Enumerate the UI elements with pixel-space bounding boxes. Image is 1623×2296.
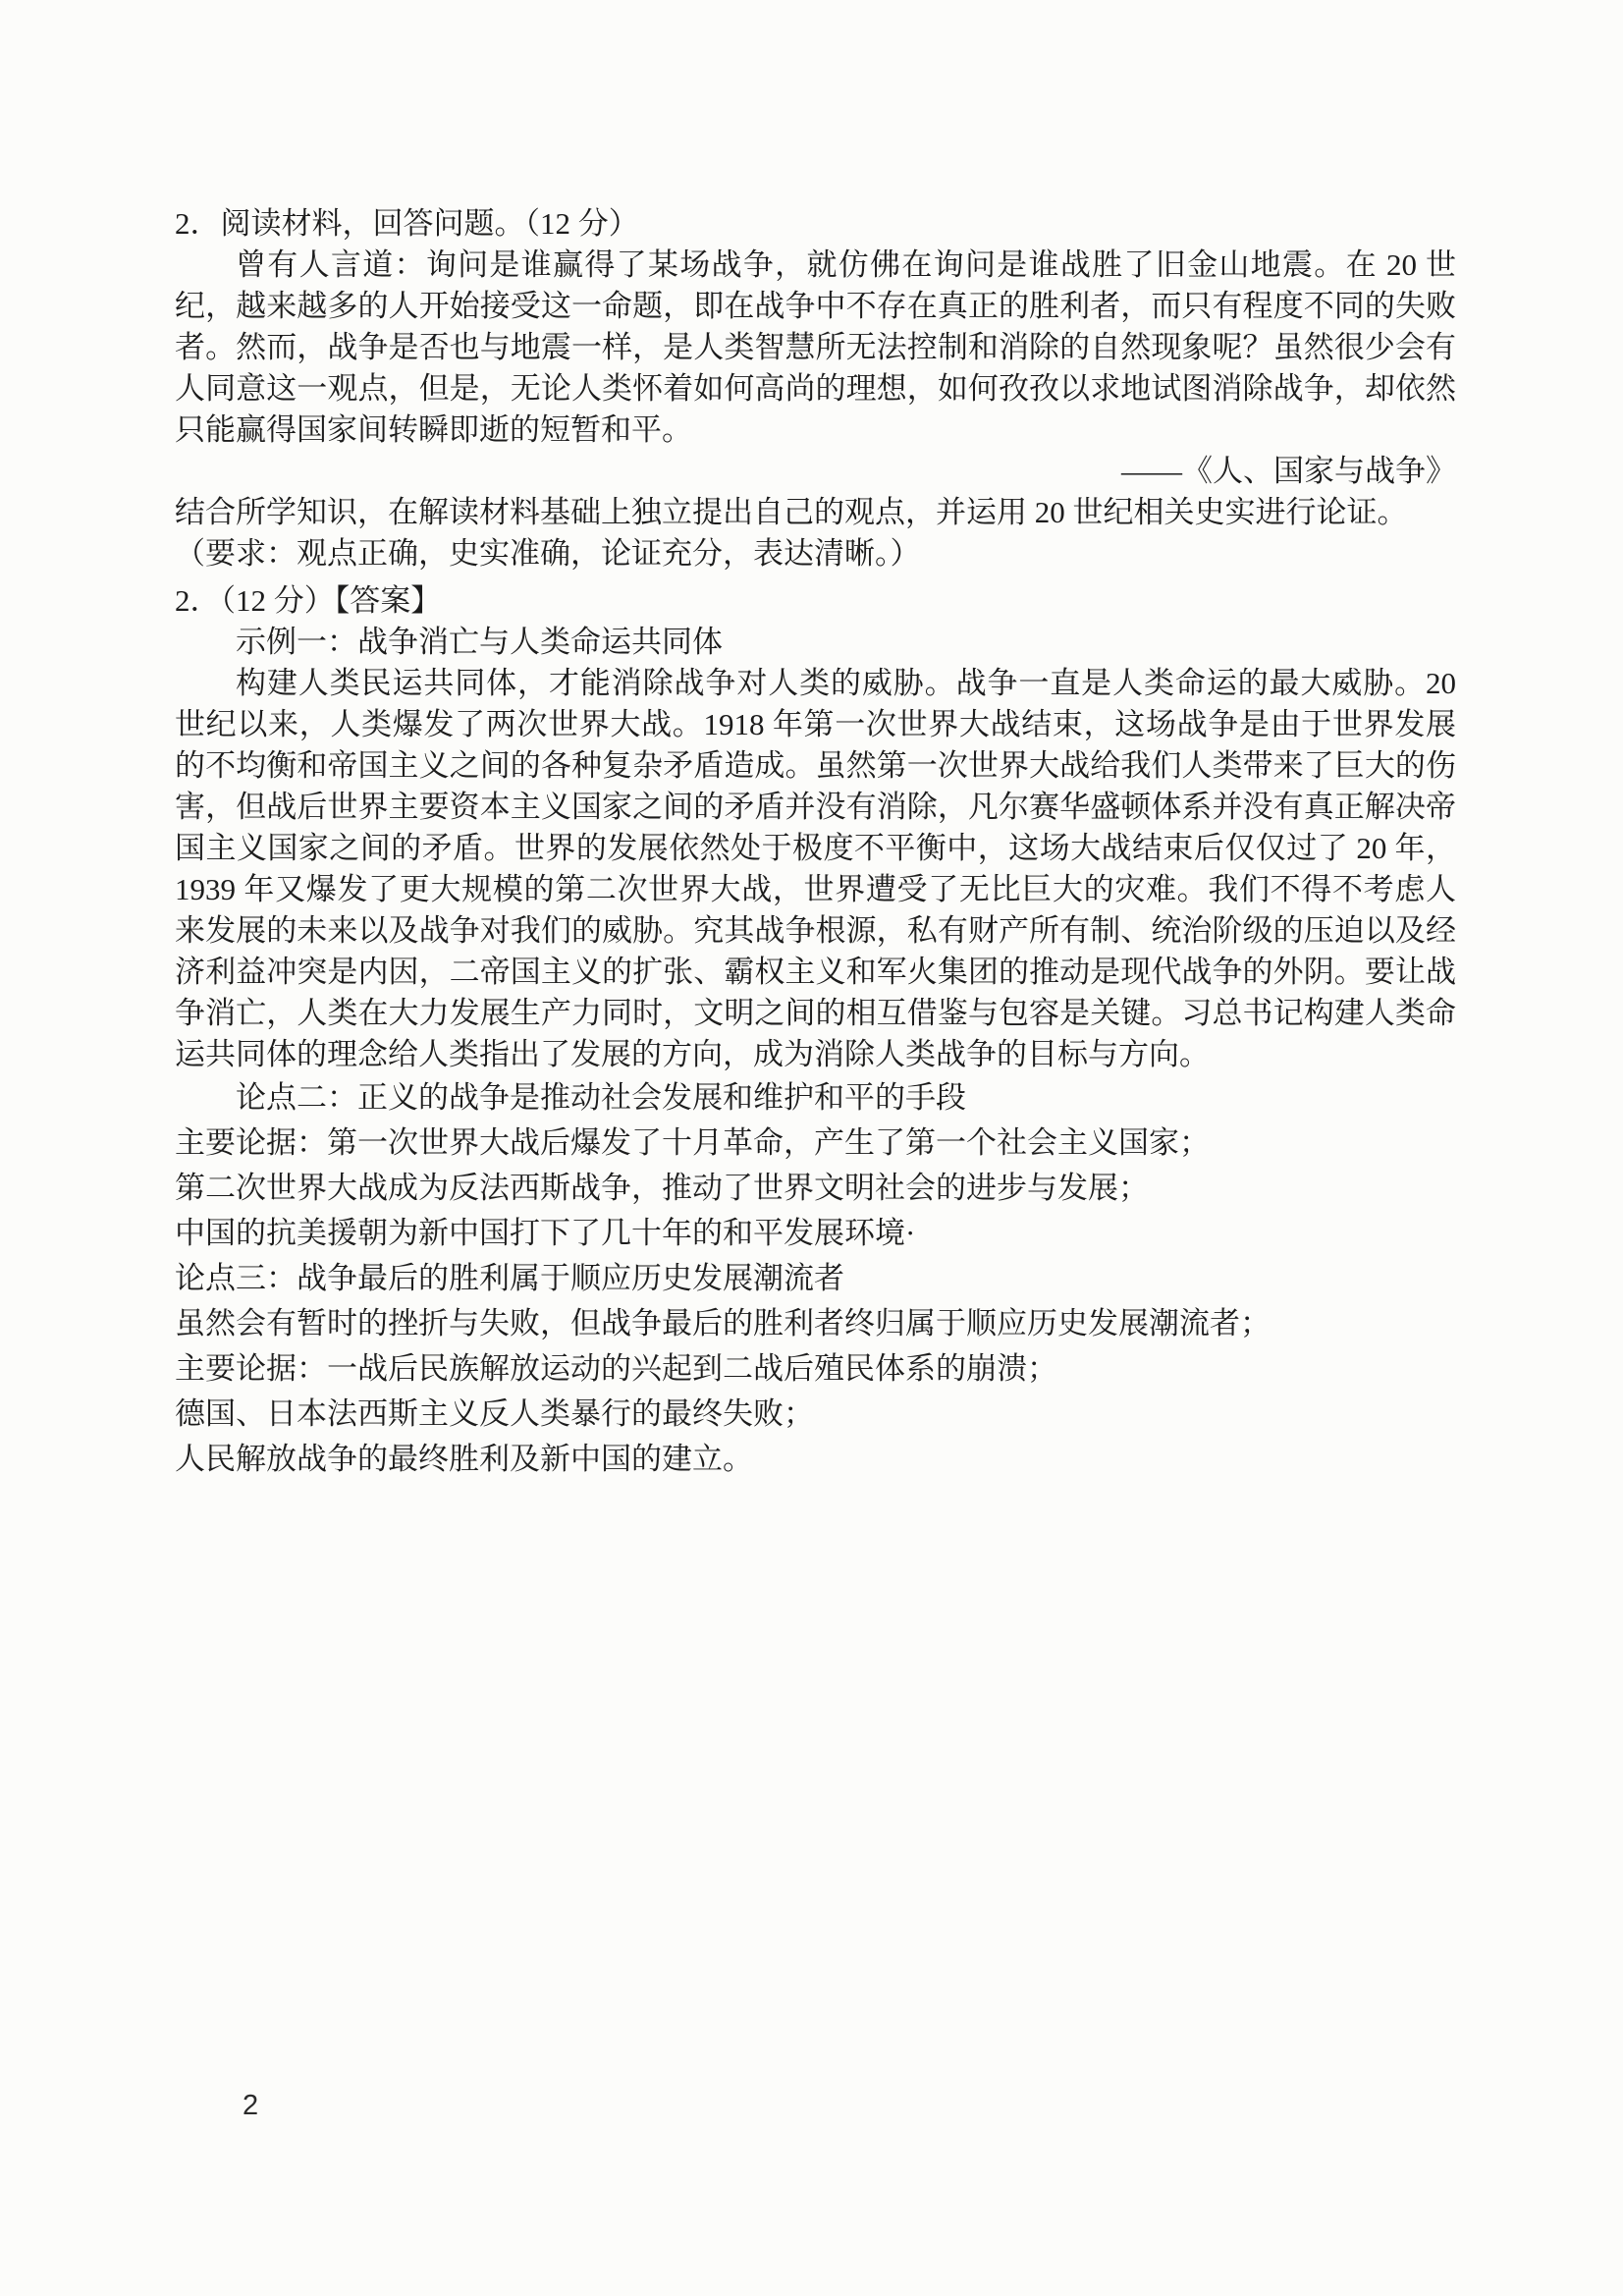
question-task: 结合所学知识，在解读材料基础上独立提出自己的观点，并运用 20 世纪相关史实进行论证。 bbox=[175, 495, 1408, 529]
question-material-paragraph: 曾有人言道：询问是谁赢得了某场战争，就仿佛在询问是谁战胜了旧金山地震。在 20 世纪，越来越多的人开始接受这一命题，即在战争中不存在真正的胜利者，而只有程度不同的失败者。然而，战争是否也与地震一样，是人类智慧所无法控制和消除的自然现象呢？虽然很少会有人同意这一观点，但是，无论人类怀着如何高尚的理想，如何孜孜以求地试图消除战争，却依然只能赢得国家间转瞬即逝的短暂和平。 bbox=[175, 247, 1456, 447]
page-number: 2 bbox=[243, 2090, 259, 2121]
answer-example1-title: 示例一：战争消亡与人类命运共同体 bbox=[236, 625, 723, 659]
answer-point3-line: 德国、日本法西斯主义反人类暴行的最终失败； bbox=[175, 1396, 814, 1431]
answer-header: 2．（12 分）【答案】 bbox=[175, 583, 442, 618]
question-header: 2．阅读材料，回答问题。（12 分） bbox=[175, 206, 639, 241]
answer-point3-title: 论点三：战争最后的胜利属于顺应历史发展潮流者 bbox=[175, 1261, 844, 1295]
answer-point3-line: 虽然会有暂时的挫折与失败，但战争最后的胜利者终归属于顺应历史发展潮流者； bbox=[175, 1306, 1271, 1340]
answer-point2-line: 第二次世界大战成为反法西斯战争，推动了世界文明社会的进步与发展； bbox=[175, 1171, 1149, 1205]
page-content bbox=[175, 203, 1456, 1482]
answer-points-block bbox=[175, 1075, 1456, 1482]
question-requirement: （要求：观点正确，史实准确，论证充分，表达清晰。） bbox=[175, 536, 921, 571]
answer-point3-line: 人民解放战争的最终胜利及新中国的建立。 bbox=[175, 1442, 753, 1476]
answer-point2-title: 论点二：正义的战争是推动社会发展和维护和平的手段 bbox=[236, 1080, 966, 1115]
answer-example1-body: 构建人类民运共同体，才能消除战争对人类的威胁。战争一直是人类命运的最大威胁。20 世纪以来，人类爆发了两次世界大战。1918 年第一次世界大战结束，这场战争是由于世界发展的不均衡和帝国主义之间的各种复杂矛盾造成。虽然第一次世界大战给我们人类带来了巨大的伤害，但战后世界主要资本主义国家之间的矛盾并没有消除，凡尔赛华盛顿体系并没有真正解决帝国主义国家之间的矛盾。世界的发展依然处于极度不平衡中，这场大战结束后仅仅过了 20 年，1939 年又爆发了更大规模的第二次世界大战，世界遭受了无比巨大的灾难。我们不得不考虑人来发展的未来以及战争对我们的威胁。究其战争根源，私有财产所有制、统治阶级的压迫以及经济利益冲突是内因，二帝国主义的扩张、霸权主义和军火集团的推动是现代战争的外阴。要让战争消亡，人类在大力发展生产力同时，文明之间的相互借鉴与包容是关键。习总书记构建人类命运共同体的理念给人类指出了发展的方向，成为消除人类战争的目标与方向。 bbox=[175, 666, 1456, 1071]
answer-point3-line: 主要论据：一战后民族解放运动的兴起到二战后殖民体系的崩溃； bbox=[175, 1351, 1057, 1386]
material-source-attribution: ——《人、国家与战争》 bbox=[1121, 454, 1456, 488]
answer-point2-line: 主要论据：第一次世界大战后爆发了十月革命，产生了第一个社会主义国家； bbox=[175, 1125, 1210, 1160]
answer-point2-line: 中国的抗美援朝为新中国打下了几十年的和平发展环境· bbox=[175, 1216, 916, 1250]
